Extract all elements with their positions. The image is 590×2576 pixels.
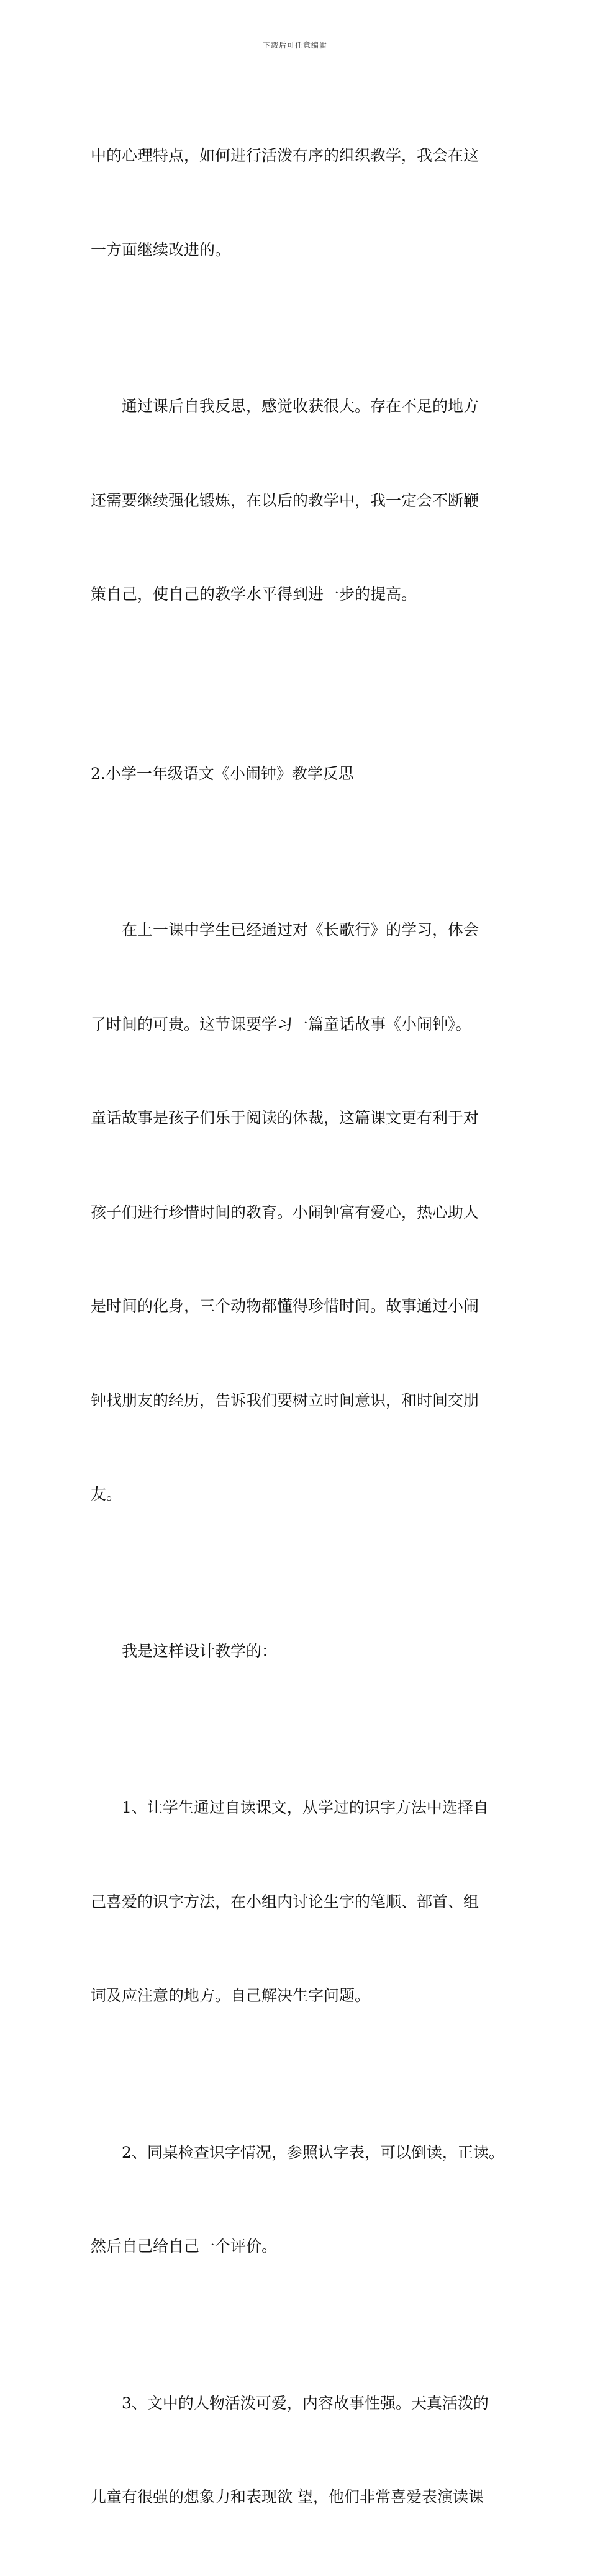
text-line: 一方面继续改进的。 bbox=[91, 240, 231, 259]
heading-line: 2.小学一年级语文《小闹钟》教学反思 bbox=[91, 764, 354, 783]
section-heading bbox=[91, 696, 519, 853]
paragraph-3 bbox=[91, 852, 519, 1573]
text-line: 3、文中的人物活泼可爱，内容故事性强。天真活泼的 bbox=[122, 2394, 489, 2412]
text-line: 钟找朋友的经历，告诉我们要树立时间意识，和时间交朋 bbox=[91, 1391, 479, 1409]
text-line: 友。 bbox=[91, 1485, 122, 1503]
text-line: 儿童有很强的想象力和表现欲 望，他们非常喜爱表演读课 bbox=[91, 2488, 484, 2506]
text-line: 策自己，使自己的教学水平得到进一步的提高。 bbox=[91, 585, 417, 603]
text-line: 1、让学生通过自读课文，从学过的识字方法中选择自 bbox=[122, 1798, 489, 1816]
paragraph-4 bbox=[91, 1573, 519, 1730]
paragraph-2 bbox=[91, 328, 519, 673]
text-line: 还需要继续强化锻炼，在以后的教学中，我一定会不断鞭 bbox=[91, 491, 479, 509]
text-line: 了时间的可贵。这节课要学习一篇童话故事《小闹钟》。 bbox=[91, 1015, 471, 1033]
text-line: 在上一课中学生已经通过对《长歌行》的学习，体会 bbox=[122, 921, 479, 939]
text-line: 是时间的化身，三个动物都懂得珍惜时间。故事通过小闹 bbox=[91, 1297, 479, 1315]
text-line: 中的心理特点，如何进行活泼有序的组织教学，我会在这 bbox=[91, 146, 479, 164]
paragraph-6 bbox=[91, 2075, 519, 2325]
text-line: 我是这样设计教学的： bbox=[122, 1641, 278, 1660]
document-body bbox=[91, 78, 519, 2576]
text-line: 然后自己给自己一个评价。 bbox=[91, 2237, 278, 2255]
section-gap bbox=[91, 673, 519, 696]
text-line: 孩子们进行珍惜时间的教育。小闹钟富有爱心，热心助人 bbox=[91, 1203, 479, 1221]
paragraph-7 bbox=[91, 2325, 519, 2576]
paragraph-1 bbox=[91, 78, 519, 328]
text-line: 2、同桌检查识字情况，参照认字表，可以倒读，正读。 bbox=[122, 2143, 504, 2161]
paragraph-5 bbox=[91, 1730, 519, 2075]
page-header: 下载后可任意编辑 bbox=[262, 41, 327, 50]
text-line: 通过课后自我反思，感觉收获很大。存在不足的地方 bbox=[122, 397, 479, 415]
text-line: 童话故事是孩子们乐于阅读的体裁，这篇课文更有利于对 bbox=[91, 1109, 479, 1127]
text-line: 词及应注意的地方。自己解决生字问题。 bbox=[91, 1986, 371, 2004]
text-line: 己喜爱的识字方法，在小组内讨论生字的笔顺、部首、组 bbox=[91, 1892, 479, 1911]
